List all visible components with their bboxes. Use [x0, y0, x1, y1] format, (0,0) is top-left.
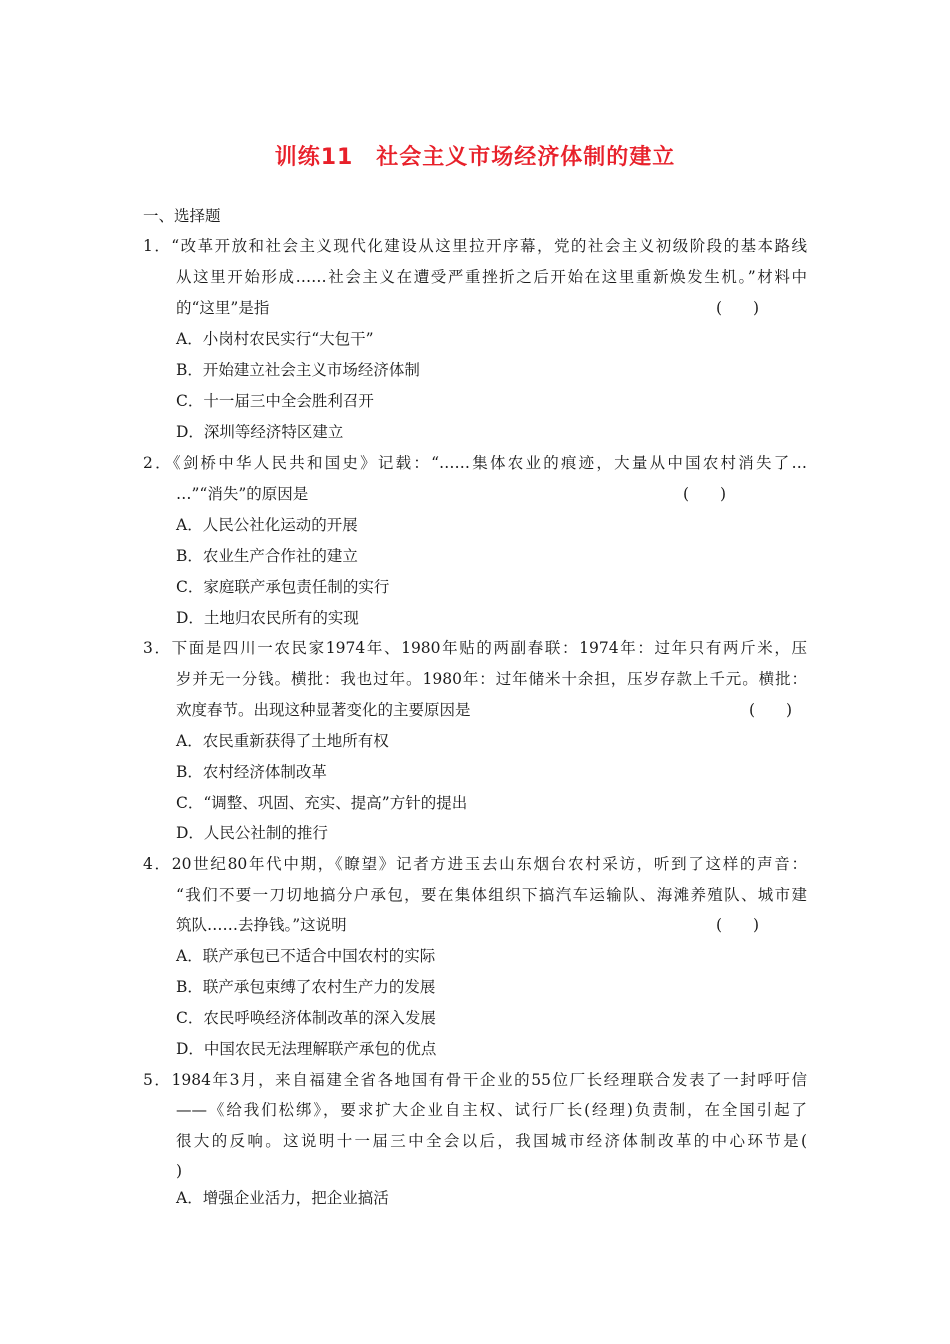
- q5-line-4: ): [176, 1162, 183, 1180]
- q4-line-3: 筑队……去挣钱。”这说明: [176, 916, 347, 934]
- q4-option-a: A．联产承包已不适合中国农村的实际: [176, 947, 436, 965]
- q2-answer-paren: ( ): [683, 485, 727, 503]
- q3-option-a: A．农民重新获得了土地所有权: [176, 732, 389, 750]
- q4-option-c: C．农民呼唤经济体制改革的深入发展: [176, 1009, 436, 1027]
- page-title: 训练11 社会主义市场经济体制的建立: [274, 145, 676, 170]
- q1-line-2: 从这里开始形成……社会主义在遭受严重挫折之后开始在这里重新焕发生机。”材料中: [176, 268, 807, 286]
- q3-option-d: D．人民公社制的推行: [176, 824, 328, 842]
- q5-line-1: 5．1984年3月，来自福建全省各地国有骨干企业的55位厂长经理联合发表了一封呼吁信: [143, 1071, 807, 1089]
- q3-option-b: B．农村经济体制改革: [176, 763, 327, 781]
- q1-option-c: C．十一届三中全会胜利召开: [176, 392, 374, 410]
- q3-answer-paren: ( ): [749, 701, 793, 719]
- section-heading: 一、选择题: [143, 207, 221, 225]
- q1-line-3: 的“这里”是指: [176, 299, 270, 317]
- q2-line-2: …”“消失”的原因是: [176, 485, 309, 503]
- q3-line-1: 3．下面是四川一农民家1974年、1980年贴的两副春联：1974年：过年只有两斤米，压: [143, 639, 807, 657]
- q3-option-c: C．“调整、巩固、充实、提高”方针的提出: [176, 794, 468, 812]
- q4-answer-paren: ( ): [716, 916, 760, 934]
- q2-option-b: B．农业生产合作社的建立: [176, 547, 358, 565]
- q1-answer-paren: ( ): [716, 299, 760, 317]
- q2-option-d: D．土地归农民所有的实现: [176, 609, 359, 627]
- q2-option-c: C．家庭联产承包责任制的实行: [176, 578, 390, 596]
- q3-line-2: 岁并无一分钱。横批：我也过年。1980年：过年储米十余担，压岁存款上千元。横批：: [176, 670, 807, 688]
- q1-option-b: B．开始建立社会主义市场经济体制: [176, 361, 420, 379]
- q4-option-b: B．联产承包束缚了农村生产力的发展: [176, 978, 436, 996]
- q3-line-3: 欢度春节。出现这种显著变化的主要原因是: [176, 701, 471, 719]
- q1-line-1: 1．“改革开放和社会主义现代化建设从这里拉开序幕，党的社会主义初级阶段的基本路线: [143, 237, 807, 255]
- q2-option-a: A．人民公社化运动的开展: [176, 516, 358, 534]
- q2-line-1: 2．《剑桥中华人民共和国史》记载：“……集体农业的痕迹，大量从中国农村消失了…: [143, 454, 807, 472]
- q1-option-a: A．小岗村农民实行“大包干”: [176, 330, 374, 348]
- q5-option-a: A．增强企业活力，把企业搞活: [176, 1189, 389, 1207]
- q5-line-3: 很大的反响。这说明十一届三中全会以后，我国城市经济体制改革的中心环节是(: [176, 1132, 807, 1150]
- q5-line-2: ——《给我们松绑》，要求扩大企业自主权、试行厂长(经理)负责制，在全国引起了: [176, 1101, 807, 1119]
- q4-line-1: 4．20世纪80年代中期，《瞭望》记者方进玉去山东烟台农村采访，听到了这样的声音：: [143, 855, 807, 873]
- q4-line-2: “我们不要一刀切地搞分户承包，要在集体组织下搞汽车运输队、海滩养殖队、城市建: [176, 886, 807, 904]
- q4-option-d: D．中国农民无法理解联产承包的优点: [176, 1040, 437, 1058]
- q1-option-d: D．深圳等经济特区建立: [176, 423, 344, 441]
